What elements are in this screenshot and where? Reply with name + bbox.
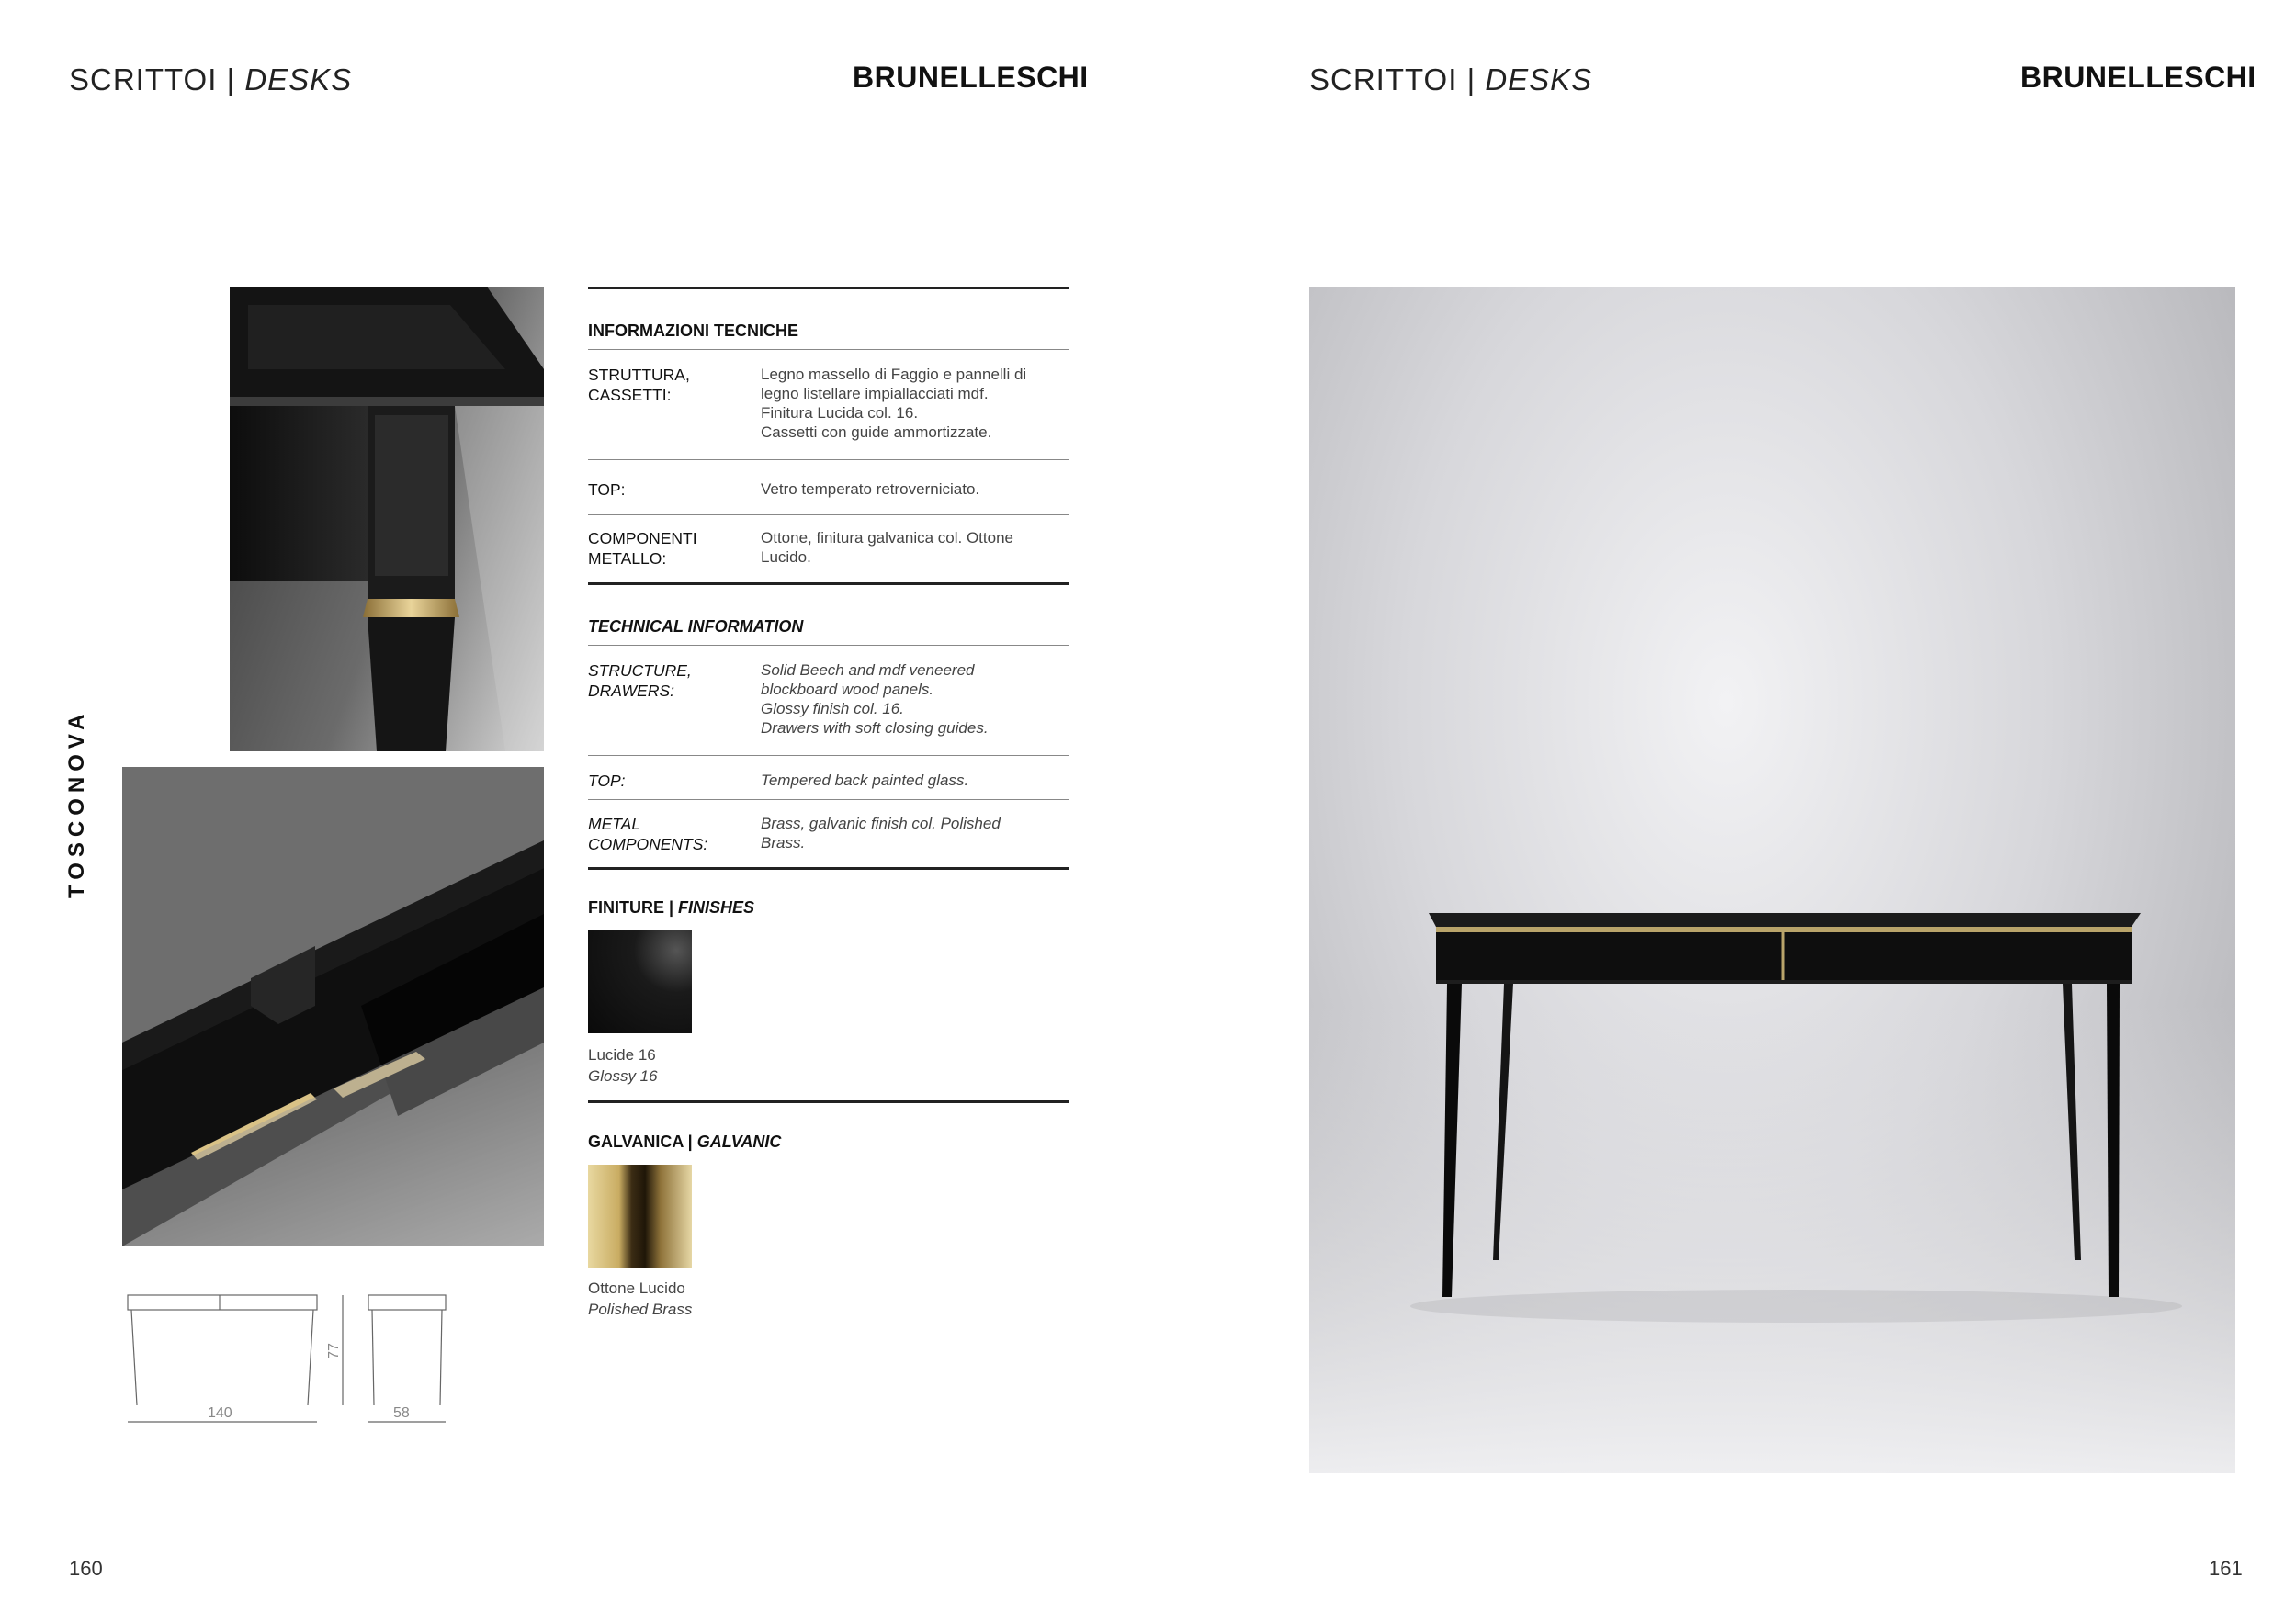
category-label-en: DESKS xyxy=(244,62,353,96)
rule-top xyxy=(588,287,1069,289)
drawer-illustration xyxy=(122,767,544,1246)
dimension-depth: 58 xyxy=(393,1405,410,1421)
rule xyxy=(588,799,1069,800)
info-it-row2-value: Vetro temperato retroverniciato. xyxy=(761,480,980,498)
swatch-name-en: Polished Brass xyxy=(588,1301,693,1318)
info-it-row1-value: Legno massello di Faggio e pannelli di legno listellare impiallacciati mdf. Finitura Lucida col. 16. Cassetti con guide ammortizzate. xyxy=(761,366,1027,441)
left-header-category xyxy=(69,62,352,97)
dimension-height: 77 xyxy=(325,1343,342,1359)
galvanic-title-en: GALVANIC xyxy=(696,1133,782,1151)
detail-photo-drawer xyxy=(122,767,544,1246)
technical-drawing xyxy=(122,1288,453,1435)
category-label-en: DESKS xyxy=(1485,62,1593,96)
info-en-row1-label: STRUCTURE, DRAWERS: xyxy=(588,661,692,700)
desk-illustration xyxy=(1309,287,2235,1473)
info-it-title: INFORMAZIONI TECNICHE xyxy=(588,321,798,340)
rule xyxy=(588,755,1069,756)
info-en-title: TECHNICAL INFORMATION xyxy=(588,617,804,636)
info-en-row2-label: TOP: xyxy=(588,772,626,790)
product-photo-desk xyxy=(1309,287,2235,1473)
rule xyxy=(588,459,1069,460)
finishes-title-en: FINISHES xyxy=(678,898,755,917)
galvanic-title-it: GALVANICA | xyxy=(588,1133,697,1151)
rule xyxy=(588,349,1069,350)
swatch-name-it: Ottone Lucido xyxy=(588,1279,685,1297)
swatch-brass-caption xyxy=(588,1278,692,1320)
category-label: SCRITTOI | xyxy=(1309,62,1486,96)
category-label: SCRITTOI | xyxy=(69,62,245,96)
swatch-polished-brass xyxy=(588,1165,692,1268)
info-it-row3-label: COMPONENTI METALLO: xyxy=(588,529,697,568)
info-it-row2-label: TOP: xyxy=(588,480,626,499)
finishes-title xyxy=(588,898,754,918)
rule xyxy=(588,645,1069,646)
info-en-row2-value: Tempered back painted glass. xyxy=(761,772,969,789)
swatch-name-en: Glossy 16 xyxy=(588,1067,658,1085)
swatch-name-it: Lucide 16 xyxy=(588,1046,656,1064)
rule-section xyxy=(588,582,1069,585)
page-number-left: 160 xyxy=(69,1557,103,1580)
info-en-row3-value: Brass, galvanic finish col. Polished Brass. xyxy=(761,815,1001,851)
info-it-row1-label: STRUTTURA, CASSETTI: xyxy=(588,366,690,404)
rule-section xyxy=(588,1100,1069,1103)
right-header-collection: BRUNELLESCHI xyxy=(2020,61,2256,94)
info-en-row1-value: Solid Beech and mdf veneered blockboard wood panels. Glossy finish col. 16. Drawers with soft closing guides. xyxy=(761,661,989,737)
brand-name: TOSCONOVA xyxy=(64,708,89,898)
rule xyxy=(588,514,1069,515)
swatch-glossy-caption xyxy=(588,1044,658,1087)
swatch-glossy-16 xyxy=(588,930,692,1033)
left-header-collection: BRUNELLESCHI xyxy=(853,61,1089,94)
info-it-row3-value: Ottone, finitura galvanica col. Ottone Lucido. xyxy=(761,529,1013,566)
galvanic-title xyxy=(588,1133,781,1152)
dimension-width: 140 xyxy=(208,1405,232,1421)
rule-section xyxy=(588,867,1069,870)
info-en-row3-label: METAL COMPONENTS: xyxy=(588,815,708,853)
corner-illustration xyxy=(230,287,544,751)
finishes-title-it: FINITURE | xyxy=(588,898,679,917)
page-number-right: 161 xyxy=(2209,1557,2243,1580)
detail-photo-corner xyxy=(230,287,544,751)
right-header-category xyxy=(1309,62,1592,97)
